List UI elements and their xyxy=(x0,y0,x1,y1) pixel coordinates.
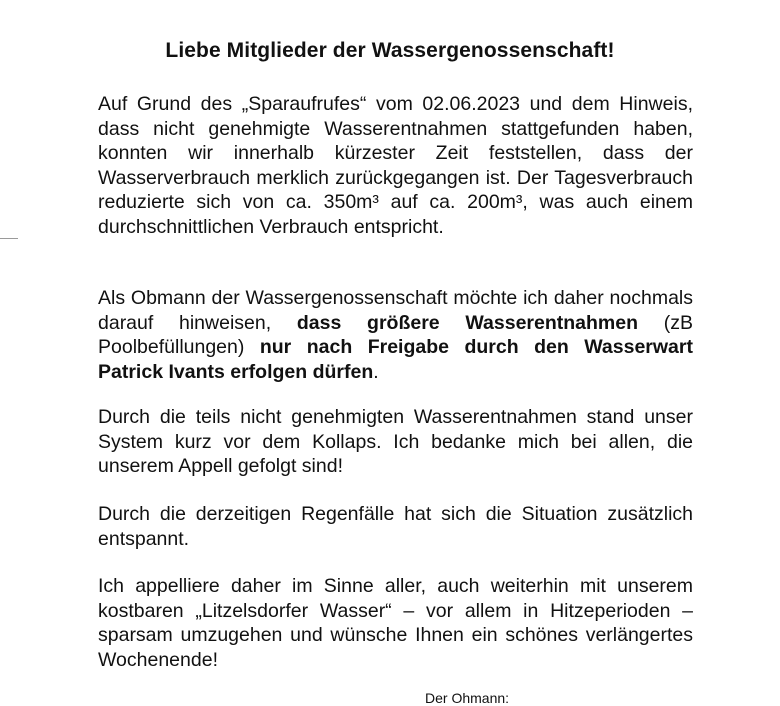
paragraph-rain-relief: Durch die derzeitigen Regenfälle hat sich die Situation zusätzlich entspannt. xyxy=(98,503,693,550)
paragraph-system-collapse: Durch die teils nicht genehmigten Wasserentnahmen stand unser System kurz vor dem Kollaps. Ich bedanke mich bei allen, die unserem Appell gefolgt sind! xyxy=(98,406,693,477)
paragraph-water-withdrawal-notice xyxy=(98,286,693,384)
paragraph-2-bold-2: nur nach Freigabe durch den Wasserwart Patrick Ivants erfolgen dürfen xyxy=(98,336,693,383)
paragraph-closing-appeal: Ich appelliere daher im Sinne aller, auch weiterhin mit unserem kostbaren „Litzelsdorfer Wasser“ – vor allem in Hitzeperioden – sparsam umzugehen und wünsche Ihnen ein schönes verlängertes Wochenende! xyxy=(98,575,693,671)
scan-mark xyxy=(0,238,18,239)
paragraph-savings-result: Auf Grund des „Sparaufrufes“ vom 02.06.2023 und dem Hinweis, dass nicht genehmigte Wasserentnahmen stattgefunden haben, konnten wir innerhalb kürzester Zeit feststellen, dass der Wasserverbrauch merklich zurückgegangen ist. Der Tagesverbrauch reduzierte sich von ca. 350m³ auf ca. 200m³, was auch einem durchschnittlichen Verbrauch entspricht. xyxy=(98,93,693,238)
paragraph-2-text-1: Als Obmann der Wassergenossenschaft möchte ich daher nochmals darauf hinweisen, xyxy=(98,287,693,334)
signature-label: Der Ohmann: xyxy=(425,690,510,706)
paragraph-2-bold-1: dass größere Wasserentnahmen xyxy=(296,311,639,334)
paragraph-2-text-3: . xyxy=(373,360,379,383)
letter-title: Liebe Mitglieder der Wassergenossenschaft! xyxy=(165,39,615,62)
paragraph-2-text-2: (zB Poolbefüllungen) xyxy=(98,311,693,358)
